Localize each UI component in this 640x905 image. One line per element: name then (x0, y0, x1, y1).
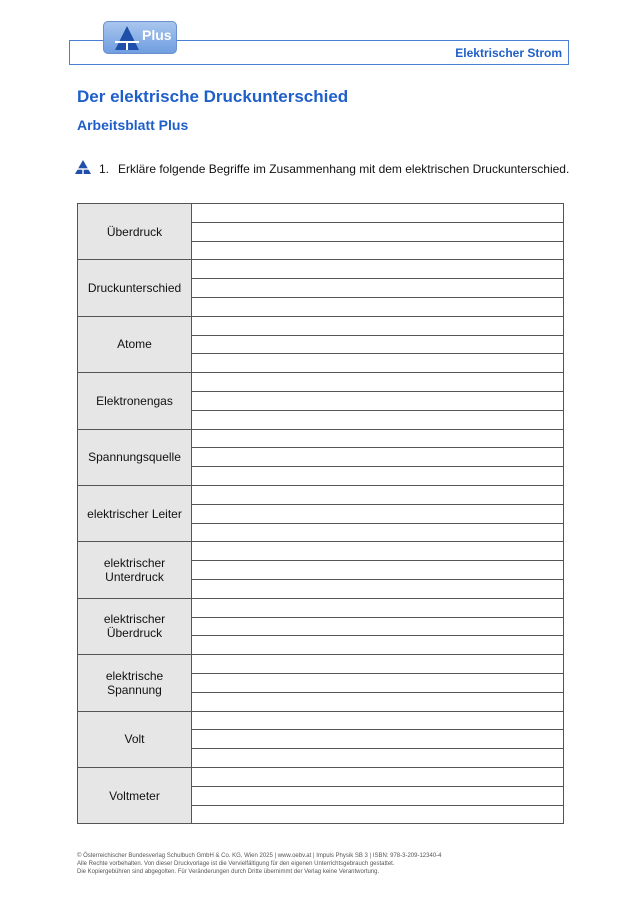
plus-level-icon (75, 160, 91, 174)
table-row (78, 655, 564, 674)
term-label: Voltmeter (109, 788, 160, 803)
table-row (78, 767, 564, 786)
answer-line[interactable] (192, 598, 564, 617)
page-subtitle: Arbeitsblatt Plus (77, 117, 189, 133)
answer-line[interactable] (192, 617, 564, 636)
answer-line[interactable] (192, 354, 564, 373)
term-cell (78, 598, 192, 654)
answer-line[interactable] (192, 241, 564, 260)
answer-line[interactable] (192, 222, 564, 241)
term-cell (78, 767, 192, 823)
answer-line[interactable] (192, 561, 564, 580)
page-title: Der elektrische Druckunterschied (77, 87, 349, 106)
answer-line[interactable] (192, 749, 564, 768)
term-label: Überdruck (106, 224, 163, 239)
logo-text: Plus (142, 27, 172, 43)
term-cell (78, 316, 192, 372)
term-label: Überdruck (106, 626, 163, 641)
table-row (78, 204, 564, 223)
table-row (78, 429, 564, 448)
term-label: elektrischer Leiter (87, 506, 182, 521)
task-instruction: Erkläre folgende Begriffe im Zusammenhang mit dem elektrischen Druckunterschied. (118, 162, 570, 176)
table-row (78, 598, 564, 617)
plus-logo (103, 21, 177, 54)
answer-line[interactable] (192, 805, 564, 824)
term-label: Elektronengas (96, 393, 173, 408)
term-label: Spannungsquelle (88, 450, 181, 465)
answer-line[interactable] (192, 391, 564, 410)
task-number: 1. (99, 162, 110, 176)
term-label: elektrischer (103, 612, 166, 627)
table-row (78, 542, 564, 561)
table-row (78, 711, 564, 730)
worksheet-table (77, 203, 564, 824)
answer-line[interactable] (192, 711, 564, 730)
footer-disclaimer: Die Kopiergebühren sind abgegolten. Für Veränderungen durch Dritte übernimmt der Verlag keine Verantwortung. (77, 869, 380, 875)
answer-line[interactable] (192, 448, 564, 467)
answer-line[interactable] (192, 542, 564, 561)
term-label: elektrischer (103, 556, 166, 571)
answer-line[interactable] (192, 485, 564, 504)
table-row (78, 260, 564, 279)
answer-line[interactable] (192, 297, 564, 316)
answer-line[interactable] (192, 655, 564, 674)
answer-line[interactable] (192, 504, 564, 523)
term-label: Volt (124, 732, 145, 747)
term-label: elektrische (105, 668, 164, 683)
table-row (78, 485, 564, 504)
answer-line[interactable] (192, 316, 564, 335)
triangle-logo-icon (114, 25, 140, 51)
answer-line[interactable] (192, 279, 564, 298)
answer-line[interactable] (192, 260, 564, 279)
term-cell (78, 260, 192, 316)
section-title: Elektrischer Strom (455, 46, 562, 60)
term-cell (78, 542, 192, 598)
term-label: Spannung (107, 682, 162, 697)
term-label: Atome (117, 337, 152, 352)
footer-copyright: © Österreichischer Bundesverlag Schulbuch GmbH & Co. KG, Wien 2025 | www.oebv.at | Impuls Physik SB 3 | ISBN: 978-3-209-12340-4 (77, 853, 442, 859)
answer-line[interactable] (192, 730, 564, 749)
footer (77, 852, 442, 876)
answer-line[interactable] (192, 767, 564, 786)
answer-line[interactable] (192, 579, 564, 598)
term-label: Unterdruck (105, 570, 164, 585)
term-cell (78, 485, 192, 541)
table-row (78, 373, 564, 392)
term-cell (78, 655, 192, 711)
term-cell (78, 373, 192, 429)
table-row (78, 316, 564, 335)
term-cell (78, 429, 192, 485)
answer-line[interactable] (192, 373, 564, 392)
answer-line[interactable] (192, 467, 564, 486)
answer-line[interactable] (192, 410, 564, 429)
answer-line[interactable] (192, 204, 564, 223)
answer-line[interactable] (192, 335, 564, 354)
answer-line[interactable] (192, 523, 564, 542)
answer-line[interactable] (192, 429, 564, 448)
footer-rights: Alle Rechte vorbehalten. Von dieser Druckvorlage ist die Vervielfältigung für den eigenen Unterrichtsgebrauch gestattet. (77, 861, 395, 867)
answer-line[interactable] (192, 636, 564, 655)
answer-line[interactable] (192, 786, 564, 805)
term-cell (78, 711, 192, 767)
answer-line[interactable] (192, 673, 564, 692)
answer-line[interactable] (192, 692, 564, 711)
term-cell (78, 204, 192, 260)
term-label: Druckunterschied (87, 281, 182, 296)
